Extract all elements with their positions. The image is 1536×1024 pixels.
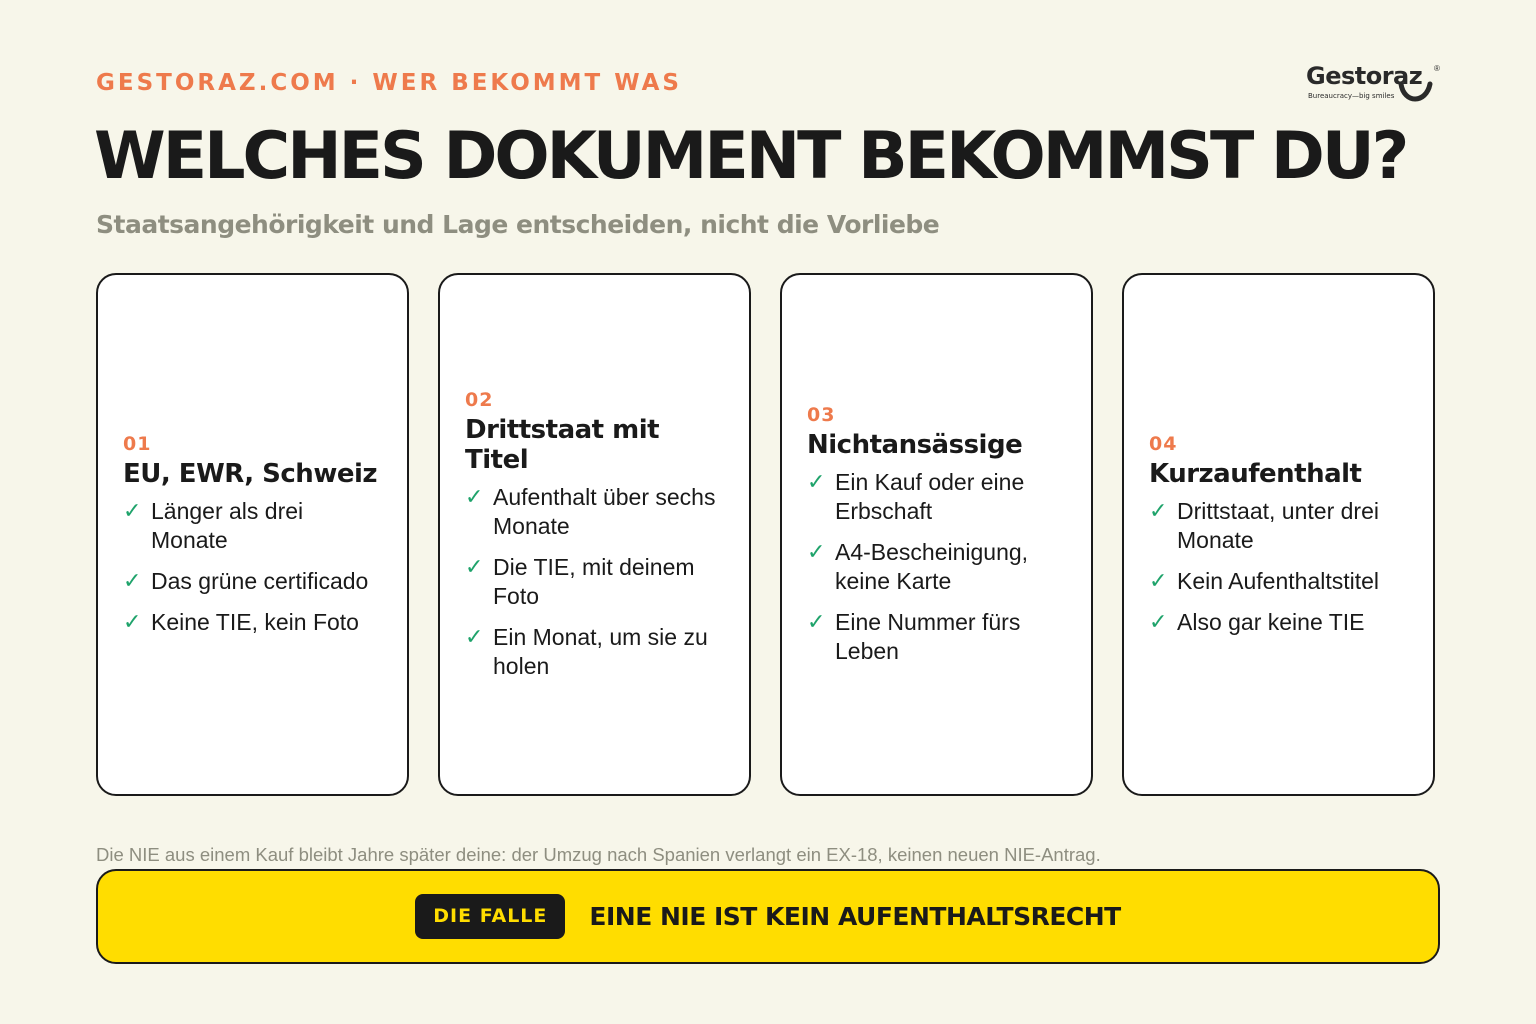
page-subtitle: Staatsangehörigkeit und Lage entscheiden, nicht die Vorliebe bbox=[96, 210, 940, 239]
list-item bbox=[807, 608, 1067, 666]
list-item-text: Keine TIE, kein Foto bbox=[151, 608, 359, 635]
check-icon: ✓ bbox=[123, 568, 142, 594]
list-item-text: A4-Bescheinigung, keine Karte bbox=[835, 538, 1029, 594]
footnote: Die NIE aus einem Kauf bleibt Jahre später deine: der Umzug nach Spanien verlangt ein EX-18, keinen neuen NIE-Antrag. bbox=[96, 844, 1101, 865]
card-number: 02 bbox=[465, 388, 494, 411]
check-icon: ✓ bbox=[465, 554, 484, 580]
page-title: WELCHES DOKUMENT BEKOMMST DU? bbox=[94, 119, 1407, 194]
list-item-text: Aufenthalt über sechs Monate bbox=[493, 483, 716, 539]
brand-tagline: Bureaucracy—big smiles bbox=[1308, 92, 1395, 100]
card-title: Drittstaat mit Titel bbox=[465, 414, 660, 475]
card-title: Nichtansässige bbox=[807, 429, 1023, 460]
list-item bbox=[1149, 497, 1409, 555]
card-title: Kurzaufenthalt bbox=[1149, 458, 1362, 489]
card-short-stay bbox=[1122, 273, 1435, 796]
list-item bbox=[807, 468, 1067, 526]
card-grid bbox=[96, 273, 1440, 800]
card-number: 03 bbox=[807, 403, 836, 426]
warning-text: EINE NIE IST KEIN AUFENTHALTSRECHT bbox=[589, 902, 1121, 931]
check-icon: ✓ bbox=[465, 484, 484, 510]
list-item-text: Das grüne certificado bbox=[151, 567, 369, 594]
card-number: 01 bbox=[123, 432, 152, 455]
check-icon: ✓ bbox=[123, 498, 142, 524]
list-item bbox=[465, 623, 725, 681]
card-number: 04 bbox=[1149, 432, 1178, 455]
list-item-text: Eine Nummer fürs Leben bbox=[835, 608, 1021, 664]
list-item bbox=[465, 483, 725, 541]
smile-icon bbox=[1396, 76, 1436, 106]
card-list bbox=[1149, 497, 1409, 637]
card-eu bbox=[96, 273, 409, 796]
list-item-text: Die TIE, mit deinem Foto bbox=[493, 553, 695, 609]
list-item-text: Länger als drei Monate bbox=[151, 497, 304, 553]
check-icon: ✓ bbox=[1149, 498, 1168, 524]
list-item-text: Also gar keine TIE bbox=[1177, 608, 1365, 635]
brand-registered-mark: ® bbox=[1434, 64, 1440, 73]
check-icon: ✓ bbox=[807, 469, 826, 495]
check-icon: ✓ bbox=[465, 624, 484, 650]
list-item bbox=[465, 553, 725, 611]
check-icon: ✓ bbox=[1149, 609, 1168, 635]
card-third-country-permit bbox=[438, 273, 751, 796]
list-item-text: Kein Aufenthaltstitel bbox=[1177, 567, 1380, 594]
list-item bbox=[123, 608, 383, 637]
brand-name: Gestoraz bbox=[1306, 62, 1423, 90]
card-list bbox=[807, 468, 1067, 666]
list-item bbox=[123, 497, 383, 555]
list-item bbox=[123, 567, 383, 596]
card-list bbox=[123, 497, 383, 637]
list-item bbox=[1149, 567, 1409, 596]
brand-logo bbox=[1300, 62, 1440, 108]
list-item-text: Ein Kauf oder eine Erbschaft bbox=[835, 468, 1025, 524]
warning-badge: DIE FALLE bbox=[415, 894, 565, 939]
eyebrow: GESTORAZ.COM · WER BEKOMMT WAS bbox=[96, 70, 682, 96]
list-item bbox=[807, 538, 1067, 596]
list-item-text: Drittstaat, unter drei Monate bbox=[1177, 497, 1379, 553]
check-icon: ✓ bbox=[807, 609, 826, 635]
check-icon: ✓ bbox=[1149, 568, 1168, 594]
card-non-resident bbox=[780, 273, 1093, 796]
list-item bbox=[1149, 608, 1409, 637]
check-icon: ✓ bbox=[807, 539, 826, 565]
card-title: EU, EWR, Schweiz bbox=[123, 458, 378, 489]
check-icon: ✓ bbox=[123, 609, 142, 635]
warning-banner bbox=[96, 869, 1440, 964]
list-item-text: Ein Monat, um sie zu holen bbox=[493, 623, 708, 679]
card-list bbox=[465, 483, 725, 681]
